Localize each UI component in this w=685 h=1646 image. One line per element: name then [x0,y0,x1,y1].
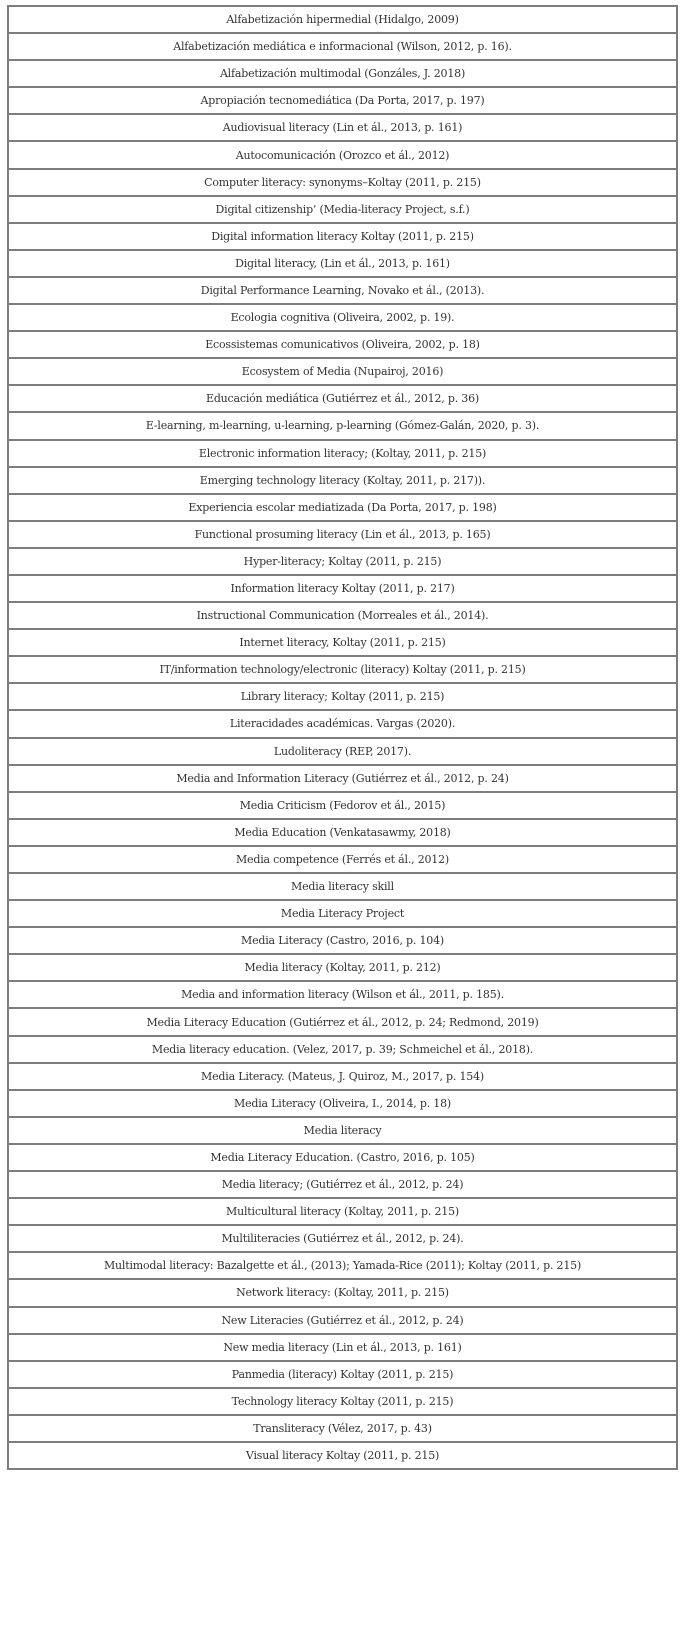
table-row [8,900,677,927]
term-cell: Network literacy: (Koltay, 2011, p. 215) [8,1279,677,1306]
table-row [8,331,677,358]
term-cell: Media Literacy Project [8,900,677,927]
term-cell: Apropiación tecnomediática (Da Porta, 2017, p. 197) [8,87,677,114]
table-row [8,1144,677,1171]
table-row [8,440,677,467]
table-row [8,467,677,494]
term-cell: Media Literacy (Castro, 2016, p. 104) [8,927,677,954]
term-cell: Internet literacy, Koltay (2011, p. 215) [8,629,677,656]
table-row [8,358,677,385]
table-row [8,873,677,900]
table-row [8,792,677,819]
terms-table [7,5,678,1470]
term-cell: Alfabetización multimodal (Gonzáles, J. 2018) [8,60,677,87]
table-row [8,223,677,250]
table-row [8,1442,677,1469]
table-row [8,656,677,683]
table-row [8,765,677,792]
term-cell: Audiovisual literacy (Lin et ál., 2013, p. 161) [8,114,677,141]
table-row [8,277,677,304]
table-row [8,1198,677,1225]
term-cell: Functional prosuming literacy (Lin et ál., 2013, p. 165) [8,521,677,548]
term-cell: Media literacy [8,1117,677,1144]
term-cell: Information literacy Koltay (2011, p. 217) [8,575,677,602]
term-cell: Media literacy education. (Velez, 2017, p. 39; Schmeichel et ál., 2018). [8,1036,677,1063]
term-cell: Electronic information literacy; (Koltay, 2011, p. 215) [8,440,677,467]
table-row [8,1361,677,1388]
term-cell: Ecologia cognitiva (Oliveira, 2002, p. 19). [8,304,677,331]
term-cell: Media literacy (Koltay, 2011, p. 212) [8,954,677,981]
table-row [8,412,677,439]
table-row [8,250,677,277]
table-row [8,981,677,1008]
table-row [8,169,677,196]
table-row [8,385,677,412]
term-cell: Visual literacy Koltay (2011, p. 215) [8,1442,677,1469]
term-cell: Ludoliteracy (REP, 2017). [8,738,677,765]
term-cell: Ecosystem of Media (Nupairoj, 2016) [8,358,677,385]
term-cell: Media Literacy Education. (Castro, 2016, p. 105) [8,1144,677,1171]
table-row [8,196,677,223]
table-row [8,304,677,331]
table-row [8,548,677,575]
term-cell: Panmedia (literacy) Koltay (2011, p. 215) [8,1361,677,1388]
table-row [8,114,677,141]
table-row [8,1063,677,1090]
table-row [8,87,677,114]
table-row [8,683,677,710]
term-cell: Autocomunicación (Orozco et ál., 2012) [8,141,677,168]
term-cell: Media Literacy Education (Gutiérrez et ál., 2012, p. 24; Redmond, 2019) [8,1008,677,1035]
term-cell: Multiliteracies (Gutiérrez et ál., 2012, p. 24). [8,1225,677,1252]
term-cell: Media Education (Venkatasawmy, 2018) [8,819,677,846]
table-row [8,1036,677,1063]
term-cell: Computer literacy: synonyms–Koltay (2011, p. 215) [8,169,677,196]
table-row [8,1334,677,1361]
term-cell: Media and Information Literacy (Gutiérrez et ál., 2012, p. 24) [8,765,677,792]
term-cell: Transliteracy (Vélez, 2017, p. 43) [8,1415,677,1442]
term-cell: Emerging technology literacy (Koltay, 2011, p. 217)). [8,467,677,494]
term-cell: Multicultural literacy (Koltay, 2011, p. 215) [8,1198,677,1225]
table-row [8,1171,677,1198]
table-row [8,927,677,954]
table-row [8,521,677,548]
table-row [8,738,677,765]
term-cell: Media Literacy (Oliveira, I., 2014, p. 18) [8,1090,677,1117]
table-row [8,575,677,602]
term-cell: Media competence (Ferrés et ál., 2012) [8,846,677,873]
term-cell: Digital literacy, (Lin et ál., 2013, p. 161) [8,250,677,277]
table-row [8,1008,677,1035]
term-cell: Multimodal literacy: Bazalgette et ál., (2013); Yamada-Rice (2011); Koltay (2011, p. 215) [8,1252,677,1279]
table-row [8,494,677,521]
term-cell: Digital information literacy Koltay (2011, p. 215) [8,223,677,250]
term-cell: New media literacy (Lin et ál., 2013, p. 161) [8,1334,677,1361]
term-cell: Media Literacy. (Mateus, J. Quiroz, M., 2017, p. 154) [8,1063,677,1090]
table-row [8,1388,677,1415]
table-row [8,819,677,846]
term-cell: Hyper-literacy; Koltay (2011, p. 215) [8,548,677,575]
term-cell: Media and information literacy (Wilson et ál., 2011, p. 185). [8,981,677,1008]
term-cell: Alfabetización mediática e informacional (Wilson, 2012, p. 16). [8,33,677,60]
term-cell: Library literacy; Koltay (2011, p. 215) [8,683,677,710]
term-cell: Educación mediática (Gutiérrez et ál., 2012, p. 36) [8,385,677,412]
table-row [8,954,677,981]
table-row [8,846,677,873]
terms-table-container [7,5,678,1470]
term-cell: Media Criticism (Fedorov et ál., 2015) [8,792,677,819]
table-row [8,1225,677,1252]
table-row [8,629,677,656]
table-row [8,6,677,33]
term-cell: Technology literacy Koltay (2011, p. 215) [8,1388,677,1415]
table-row [8,1307,677,1334]
term-cell: New Literacies (Gutiérrez et ál., 2012, p. 24) [8,1307,677,1334]
table-row [8,1252,677,1279]
term-cell: Ecossistemas comunicativos (Oliveira, 2002, p. 18) [8,331,677,358]
term-cell: Digital citizenship’ (Media-literacy Project, s.f.) [8,196,677,223]
term-cell: Literacidades académicas. Vargas (2020). [8,710,677,737]
term-cell: IT/information technology/electronic (literacy) Koltay (2011, p. 215) [8,656,677,683]
term-cell: E-learning, m-learning, u-learning, p-learning (Gómez-Galán, 2020, p. 3). [8,412,677,439]
table-row [8,60,677,87]
term-cell: Media literacy; (Gutiérrez et ál., 2012, p. 24) [8,1171,677,1198]
table-row [8,602,677,629]
term-cell: Alfabetización hipermedial (Hidalgo, 2009) [8,6,677,33]
term-cell: Instructional Communication (Morreales et ál., 2014). [8,602,677,629]
term-cell: Experiencia escolar mediatizada (Da Porta, 2017, p. 198) [8,494,677,521]
table-row [8,141,677,168]
table-row [8,33,677,60]
term-cell: Digital Performance Learning, Novako et ál., (2013). [8,277,677,304]
term-cell: Media literacy skill [8,873,677,900]
table-row [8,1090,677,1117]
table-row [8,1415,677,1442]
terms-table-body [8,6,677,1469]
table-row [8,1279,677,1306]
table-row [8,1117,677,1144]
table-row [8,710,677,737]
